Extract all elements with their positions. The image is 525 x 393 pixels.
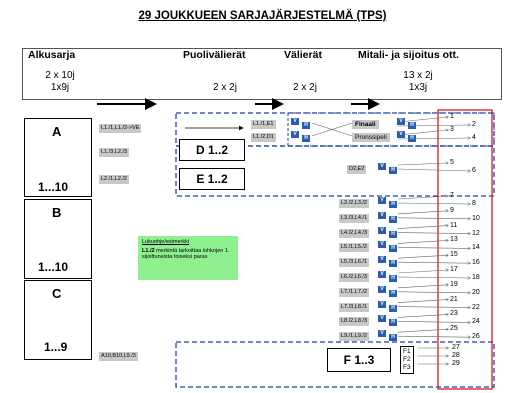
vh-v-placement: V — [378, 315, 386, 322]
position-number: 6 — [472, 167, 476, 174]
position-number: 25 — [450, 325, 458, 333]
placement-label: L3./3,L4./1 — [341, 214, 367, 221]
group-range-a: 1...10 — [38, 180, 69, 194]
header-puolivalierat: Puolivälierät — [183, 49, 246, 61]
position-number: 1 — [450, 113, 454, 120]
f-box: F 1..3 — [327, 348, 391, 372]
position-number: 20 — [472, 288, 480, 296]
placement-label: L7./1,L7./2 — [341, 288, 367, 295]
result-arrow — [398, 300, 448, 303]
e-box: E 1..2 — [179, 168, 245, 190]
result-arrow — [398, 233, 470, 234]
placement-label: L6./2,L6./3 — [341, 274, 367, 280]
position-number: 3 — [450, 126, 454, 133]
vh-h-placement: H — [389, 216, 397, 223]
position-number: 19 — [450, 280, 458, 288]
vh-h-bronze: H — [408, 135, 416, 142]
vh-v-placement: V — [378, 212, 386, 219]
seed-label-3: L2./1,L2./2 — [101, 176, 127, 182]
vh-v-placement: V — [378, 301, 386, 308]
position-number: 23 — [450, 310, 458, 318]
position-number: 14 — [472, 244, 480, 252]
d-box: D 1..2 — [179, 139, 245, 161]
vh-v-placement: V — [378, 241, 386, 248]
vh-h-semi-1: H — [302, 122, 310, 129]
result-arrow — [398, 117, 448, 122]
vh-h-placement: H — [389, 275, 397, 282]
vh-h-placement: H — [389, 319, 397, 326]
placement-label: L8./2,L8./3 — [341, 318, 367, 325]
vh-h-placement: H — [389, 305, 397, 312]
semi-label-1: L1./1,E1 — [253, 121, 274, 127]
position-number: 13 — [450, 236, 458, 244]
vh-v-d2e2: V — [378, 163, 386, 170]
position-number: 28 — [452, 352, 460, 359]
f-place-2: F2 — [403, 356, 411, 363]
diagram-title: 29 JOUKKUEEN SARJAJÄRJESTELMÄ (TPS) — [138, 10, 387, 22]
final-label: Finaali — [352, 120, 379, 129]
vh-h-placement: H — [389, 245, 397, 252]
vh-h-final: H — [408, 122, 416, 129]
result-arrow — [398, 240, 448, 243]
position-number: 12 — [472, 229, 480, 237]
vh-h-placement: H — [389, 290, 397, 297]
position-number: 16 — [472, 259, 480, 267]
vh-v-placement: V — [378, 197, 386, 204]
vh-h-placement: H — [389, 260, 397, 267]
position-number: 21 — [450, 295, 458, 303]
group-range-b: 1...10 — [38, 260, 69, 274]
format-mitali-2: 1x3j — [408, 82, 428, 93]
placement-label: L3./2,L3./2 — [341, 200, 367, 206]
position-number: 24 — [472, 318, 480, 326]
format-puoli: 2 x 2j — [213, 82, 237, 93]
legend-title: Lukuohje/esimerkki — [142, 239, 190, 245]
format-vali: 2 x 2j — [293, 82, 317, 93]
result-arrow — [398, 277, 470, 278]
f-places-list — [400, 346, 414, 374]
f-place-1: F1 — [403, 348, 411, 355]
vh-h-placement: H — [389, 231, 397, 238]
position-number: 11 — [450, 221, 458, 229]
position-number: 22 — [472, 303, 480, 311]
position-number: 29 — [452, 360, 460, 367]
position-number: 2 — [472, 121, 476, 128]
vh-v-placement: V — [378, 227, 386, 234]
legend-text: merkintä tarkoittaa lohkojen 1. sijoittuneista toiseksi paras — [142, 248, 230, 260]
result-arrow — [398, 255, 448, 258]
position-number: 18 — [472, 274, 480, 281]
result-arrow — [398, 247, 470, 248]
result-arrow — [398, 336, 470, 337]
header-mitali: Mitali- ja sijoitus ott. — [358, 49, 459, 61]
placement-label: L4./2,L4./3 — [341, 229, 367, 236]
result-arrow — [398, 211, 448, 214]
placement-label: L5./1,L5./2 — [341, 244, 367, 251]
result-arrow — [398, 218, 470, 219]
position-number: 8 — [472, 200, 476, 207]
position-number: 7 — [450, 192, 454, 199]
position-number: 27 — [452, 344, 460, 351]
vh-v-bronze: V — [397, 131, 405, 138]
result-arrow — [398, 226, 448, 229]
vh-v-semi-1: V — [291, 118, 299, 125]
result-arrow — [398, 321, 470, 322]
result-arrow — [398, 163, 448, 165]
position-number: 4 — [472, 134, 476, 141]
result-arrow — [398, 130, 448, 135]
vh-v-placement: V — [378, 256, 386, 263]
semi-cross-lines — [312, 123, 352, 136]
placement-label: L9./1,L9./2 — [341, 333, 367, 340]
header-valierat: Välierät — [284, 49, 322, 61]
result-arrow — [398, 285, 448, 288]
position-number: 17 — [450, 266, 458, 273]
legend-code: L1./2 — [142, 248, 155, 254]
format-alku-2: 1x9j — [50, 82, 70, 93]
vh-v-placement: V — [378, 286, 386, 293]
seed-label-1: L1./1,L1./2->VE — [101, 125, 140, 131]
result-arrow — [398, 314, 448, 317]
vh-h-placement: H — [389, 334, 397, 341]
d2e2-label: D2,E2 — [349, 166, 365, 172]
position-number: 15 — [450, 251, 458, 259]
vh-h-d2e2: H — [389, 167, 397, 174]
format-alku-1: 2 x 10j — [45, 70, 75, 81]
placement-label: L5./3,L6./1 — [341, 259, 367, 266]
position-number: 10 — [472, 214, 480, 222]
result-arrow — [398, 292, 470, 293]
result-arrows — [398, 117, 470, 364]
legend-box — [138, 236, 238, 280]
result-arrow — [398, 329, 448, 332]
result-arrow — [398, 270, 448, 273]
group-range-c: 1...9 — [44, 340, 68, 354]
group-letter-b: B — [52, 205, 62, 220]
group-letter-c: C — [52, 286, 62, 301]
red-highlight-column — [438, 110, 492, 389]
position-number: 9 — [450, 206, 454, 214]
header-alkusarja: Alkusarja — [28, 49, 76, 61]
position-number: 5 — [450, 159, 454, 166]
position-number: 26 — [472, 333, 480, 341]
bronze-label: Pronssipeli — [352, 133, 390, 142]
result-arrow — [398, 203, 470, 204]
group-letter-a: A — [52, 124, 62, 139]
seed-label-4: A10,B10,L9./3 — [101, 353, 136, 359]
vh-v-final: V — [397, 118, 405, 125]
vh-h-placement: H — [389, 201, 397, 208]
f-place-3: F3 — [403, 364, 411, 371]
result-arrow — [398, 169, 470, 171]
vh-v-placement: V — [378, 330, 386, 337]
semi-label-2: L1./2,D1 — [253, 134, 274, 140]
dashed-region-final — [288, 113, 494, 146]
format-mitali-1: 13 x 2j — [403, 70, 433, 81]
placement-label: L7./3,L8./1 — [341, 303, 367, 310]
seed-label-2: L1./3,L2./3 — [101, 149, 127, 155]
vh-v-placement: V — [378, 271, 386, 278]
vh-h-semi-2: H — [302, 135, 310, 142]
vh-v-semi-2: V — [291, 131, 299, 138]
result-arrow — [398, 262, 470, 263]
result-arrow — [398, 307, 470, 308]
